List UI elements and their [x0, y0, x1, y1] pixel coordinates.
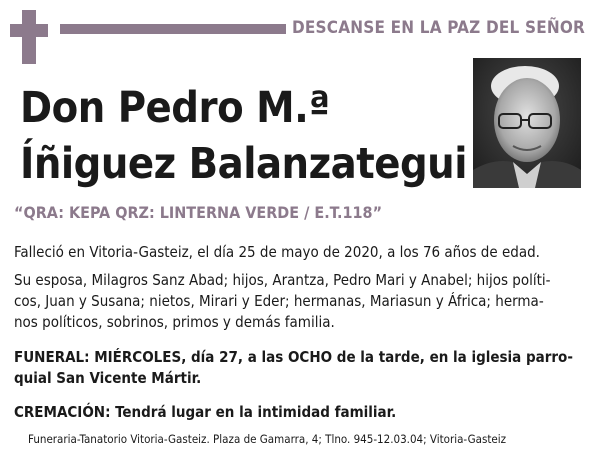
cross-icon: [10, 10, 48, 64]
funeral-info: [14, 347, 586, 389]
cremation-line: CREMACIÓN: Tendrá lugar en la intimidad familiar.: [14, 403, 397, 421]
death-line: Falleció en Vitoria-Gasteiz, el día 25 de mayo de 2020, a los 76 años de edad.: [14, 243, 540, 261]
portrait-photo: [473, 58, 581, 188]
family-line: Su esposa, Milagros Sanz Abad; hijos, Arantza, Pedro Mari y Anabel; hijos políti-: [14, 271, 551, 289]
family-line: cos, Juan y Susana; nietos, Mirari y Eder; hermanas, Mariasun y África; herma-: [14, 292, 544, 310]
death-announcement: [14, 242, 586, 263]
funeral-line: quial San Vicente Mártir.: [14, 369, 202, 387]
family-list: [14, 270, 586, 333]
funeral-home-footer: Funeraria-Tanatorio Vitoria-Gasteiz. Plaza de Gamarra, 4; Tlno. 945-12.03.04; Vitoria-Gasteiz: [28, 432, 507, 446]
header-title: DESCANSE EN LA PAZ DEL SEÑOR: [292, 18, 586, 38]
deceased-name: [20, 80, 470, 192]
name-line-2: Íñiguez Balanzategui: [20, 139, 467, 189]
nickname-quote: “QRA: KEPA QRZ: LINTERNA VERDE / E.T.118”: [14, 203, 383, 222]
funeral-line: FUNERAL: MIÉRCOLES, día 27, a las OCHO de la tarde, en la iglesia parro-: [14, 348, 573, 366]
header-divider: [60, 24, 286, 34]
family-line: nos políticos, sobrinos, primos y demás familia.: [14, 313, 335, 331]
name-line-1: Don Pedro M.ª: [20, 83, 330, 133]
cremation-info: [14, 402, 586, 423]
